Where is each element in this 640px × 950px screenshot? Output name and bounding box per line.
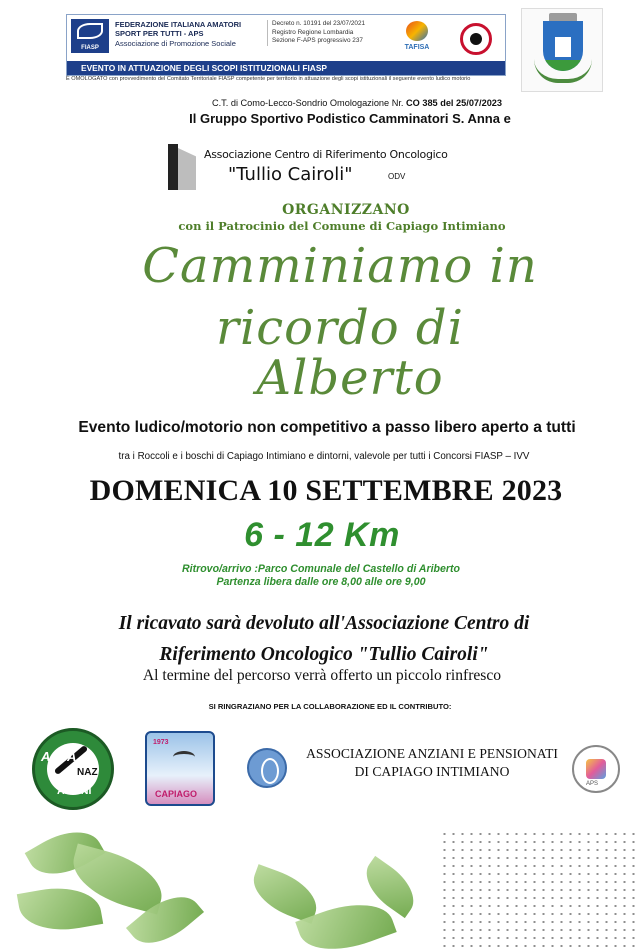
cai-name: CAPIAGO [155,789,198,799]
thanks-line: SI RINGRAZIANO PER LA COLLABORAZIONE ED IL CONTRIBUTO: [208,702,452,711]
title-line-2: ricordo di [216,300,464,356]
anziani-association [296,745,568,782]
cai-year: 1973 [153,739,169,746]
fiasp-org-name [115,20,263,48]
association-line: Associazione Centro di Riferimento Oncologico [204,148,448,161]
anziani-logo-icon [247,748,287,788]
anziani-line-2: DI CAPIAGO INTIMIANO [354,764,510,780]
refreshment-line: Al termine del percorso verrà offerto un piccolo rinfresco [142,667,502,684]
fiasp-decree [267,20,385,46]
title-line-3: Alberto [256,350,444,406]
fiasp-header-banner [66,14,506,76]
crest-laurel-icon [534,59,592,83]
fiasp-logo-text: FIASP [81,45,99,51]
tafisa-logo [389,21,445,59]
aps-badge-label: APS [586,781,599,787]
start-time: Partenza libera dalle ore 8,00 alle ore 9,00 [216,576,426,589]
patrocinio-line: con il Patrocinio del Comune di Capiago Intimiano [178,219,506,233]
aps-badge [572,745,620,793]
org-line-1: FEDERAZIONE ITALIANA AMATORI [115,20,242,29]
decorative-leaves [0,815,640,950]
omologazione-line [0,98,640,108]
cai-capiago-logo [145,731,215,806]
event-date: DOMENICA 10 SETTEMBRE 2023 [89,474,563,507]
association-odv: ODV [388,172,406,181]
event-distance: 6 - 12 Km [244,516,400,554]
bird-icon [173,751,195,763]
org-line-2: SPORT PER TUTTI - APS [115,29,204,39]
gruppo-line: Il Gruppo Sportivo Podistico Camminatori S. Anna e [189,111,511,126]
event-description: Evento ludico/motorio non competitivo a passo libero aperto a tutti [78,419,576,436]
tafisa-label: TAFISA [404,44,430,51]
omologazione-number: CO 385 del 25/07/2023 [406,98,503,108]
decree-line-3: Sezione F-APS progressivo 237 [272,37,363,45]
alpini-naz: NAZ [77,767,98,778]
alpini-name: ALPINI [57,785,92,797]
omologazione-prefix: C.T. di Como-Lecco-Sondrio Omologazione Nr. [211,98,406,108]
event-places: tra i Roccoli e i boschi di Capiago Intimiano e dintorni, valevole per tutti i Concorsi FIASP – IVV [118,451,530,462]
cairoli-logo [168,144,196,190]
meeting-point: Ritrovo/arrivo :Parco Comunale del Castello di Ariberto [181,563,461,575]
decree-line-2: Registro Regione Lombardia [272,28,354,36]
organizzano-heading: ORGANIZZANO [282,202,410,218]
proceeds-line-1: Il ricavato sarà devoluto all'Associazione Centro di [118,613,530,634]
alpini-logo [32,728,114,810]
comune-crest [521,8,603,92]
fiasp-strip: EVENTO IN ATTUAZIONE DEGLI SCOPI ISTITUZIONALI FIASP [67,61,505,75]
title-line-1: Camminiamo in [142,238,538,294]
cairoli-association [166,140,466,194]
omologato-note: È OMOLOGATO con provvedimento del Comitato Territoriale FIASP competente per territorio in attuazione degli scopi istituzionali il seguente evento ludico motorio [66,76,471,82]
proceeds-line-2: Riferimento Oncologico "Tullio Cairoli" [159,644,489,666]
fiasp-logo [71,19,109,53]
alpini-abbrev: A.N.A. [41,749,80,764]
ivv-logo [451,19,501,59]
org-line-3: Associazione di Promozione Sociale [115,38,236,48]
anziani-line-1: ASSOCIAZIONE ANZIANI E PENSIONATI [306,746,558,761]
decree-line-1: Decreto n. 10191 del 23/07/2021 [272,20,366,27]
association-name: "Tullio Cairoli" [228,164,353,185]
proceeds-statement [0,608,640,670]
event-meeting-info [0,563,640,589]
